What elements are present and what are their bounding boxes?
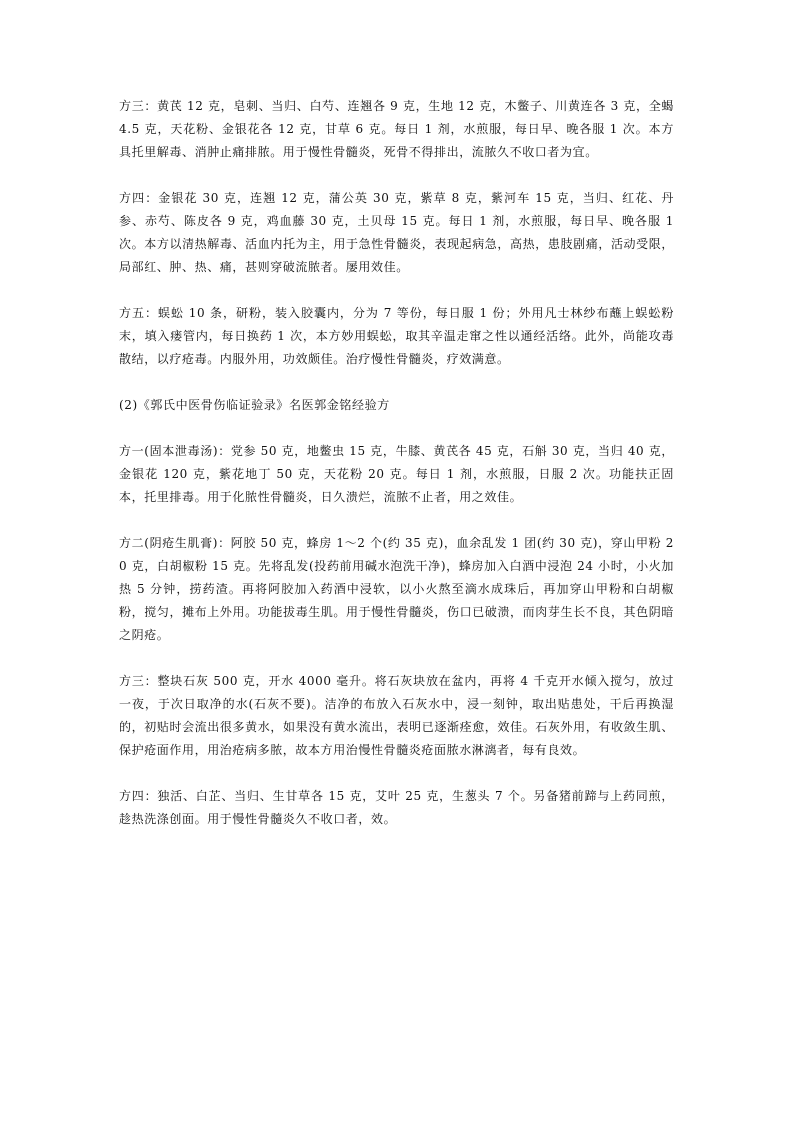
recipe-paragraph: 方三：黄芪 12 克，皂刺、当归、白芍、连翘各 9 克，生地 12 克，木鳖子、川黄连各 3 克，全蝎 4.5 克，天花粉、金银花各 12 克，甘草 6 克。每日 1 剂，水煎服，每日早、晚各服 1 次。本方具托里解毒、消肿止痛排脓。用于慢性骨髓炎，死骨不得排出，流脓久不收口者为宜。 [119, 99, 674, 159]
recipe-paragraph: 方四：金银花 30 克，连翘 12 克，蒲公英 30 克，紫草 8 克，紫河车 15 克，当归、红花、丹参、赤芍、陈皮各 9 克，鸡血藤 30 克，土贝母 15 克。每日 1 剂，水煎服，每日早、晚各服 1 次。本方以清热解毒、活血内托为主，用于急性骨髓炎，表现起病急，高热，患肢剧痛，活动受限，局部红、肿、热、痛，甚则穿破流脓者。屡用效佳。 [119, 191, 674, 274]
recipe-paragraph: 方一(固本泄毒汤)：党参 50 克，地鳖虫 15 克，牛膝、黄芪各 45 克，石斛 30 克，当归 40 克，金银花 120 克，紫花地丁 50 克，天花粉 20 克。每日 1 剂，水煎服，日服 2 次。功能扶正固本，托里排毒。用于化脓性骨髓炎，日久溃烂，流脓不止者，用之效佳。 [119, 444, 674, 504]
recipe-paragraph: 方五：蜈蚣 10 条，研粉，装入胶囊内，分为 7 等份，每日服 1 份；外用凡士林纱布蘸上蜈蚣粉末，填入瘘管内，每日换药 1 次，本方妙用蜈蚣，取其辛温走窜之性以通经活络。此外，尚能攻毒散结，以疗疮毒。内服外用，功效颇佳。治疗慢性骨髓炎，疗效满意。 [119, 306, 674, 366]
recipe-paragraph: 方三：整块石灰 500 克，开水 4000 毫升。将石灰块放在盆内，再将 4 千克开水倾入搅匀，放过一夜，于次日取净的水(石灰不要)。洁净的布放入石灰水中，浸一刻钟，取出贴患处，干后再换湿的，初贴时会流出很多黄水，如果没有黄水流出，表明已逐渐痊愈，效佳。石灰外用，有收敛生肌、保护疮面作用，用治疮病多脓，故本方用治慢性骨髓炎疮面脓水淋漓者，每有良效。 [119, 674, 674, 757]
recipe-paragraph: 方四：独活、白芷、当归、生甘草各 15 克，艾叶 25 克，生葱头 7 个。另备猪前蹄与上药同煎，趁热洗涤创面。用于慢性骨髓炎久不收口者，效。 [119, 789, 674, 826]
section-heading: (2)《郭氏中医骨伤临证验录》名医郭金铭经验方 [119, 398, 390, 412]
document-body [119, 95, 674, 854]
recipe-paragraph: 方二(阴疮生肌膏)：阿胶 50 克，蜂房 1～2 个(约 35 克)，血余乱发 1 团(约 30 克)，穿山甲粉 20 克，白胡椒粉 15 克。先将乱发(投药前用碱水泡洗干净)，蜂房加入白酒中浸泡 24 小时，小火加热 5 分钟，捞药渣。再将阿胶加入药酒中浸软，以小火熬至滴水成珠后，再加穿山甲粉和白胡椒粉，搅匀，摊布上外用。功能拔毒生肌。用于慢性骨髓炎，伤口已破溃，而肉芽生长不良，其色阴暗之阴疮。 [119, 536, 674, 642]
